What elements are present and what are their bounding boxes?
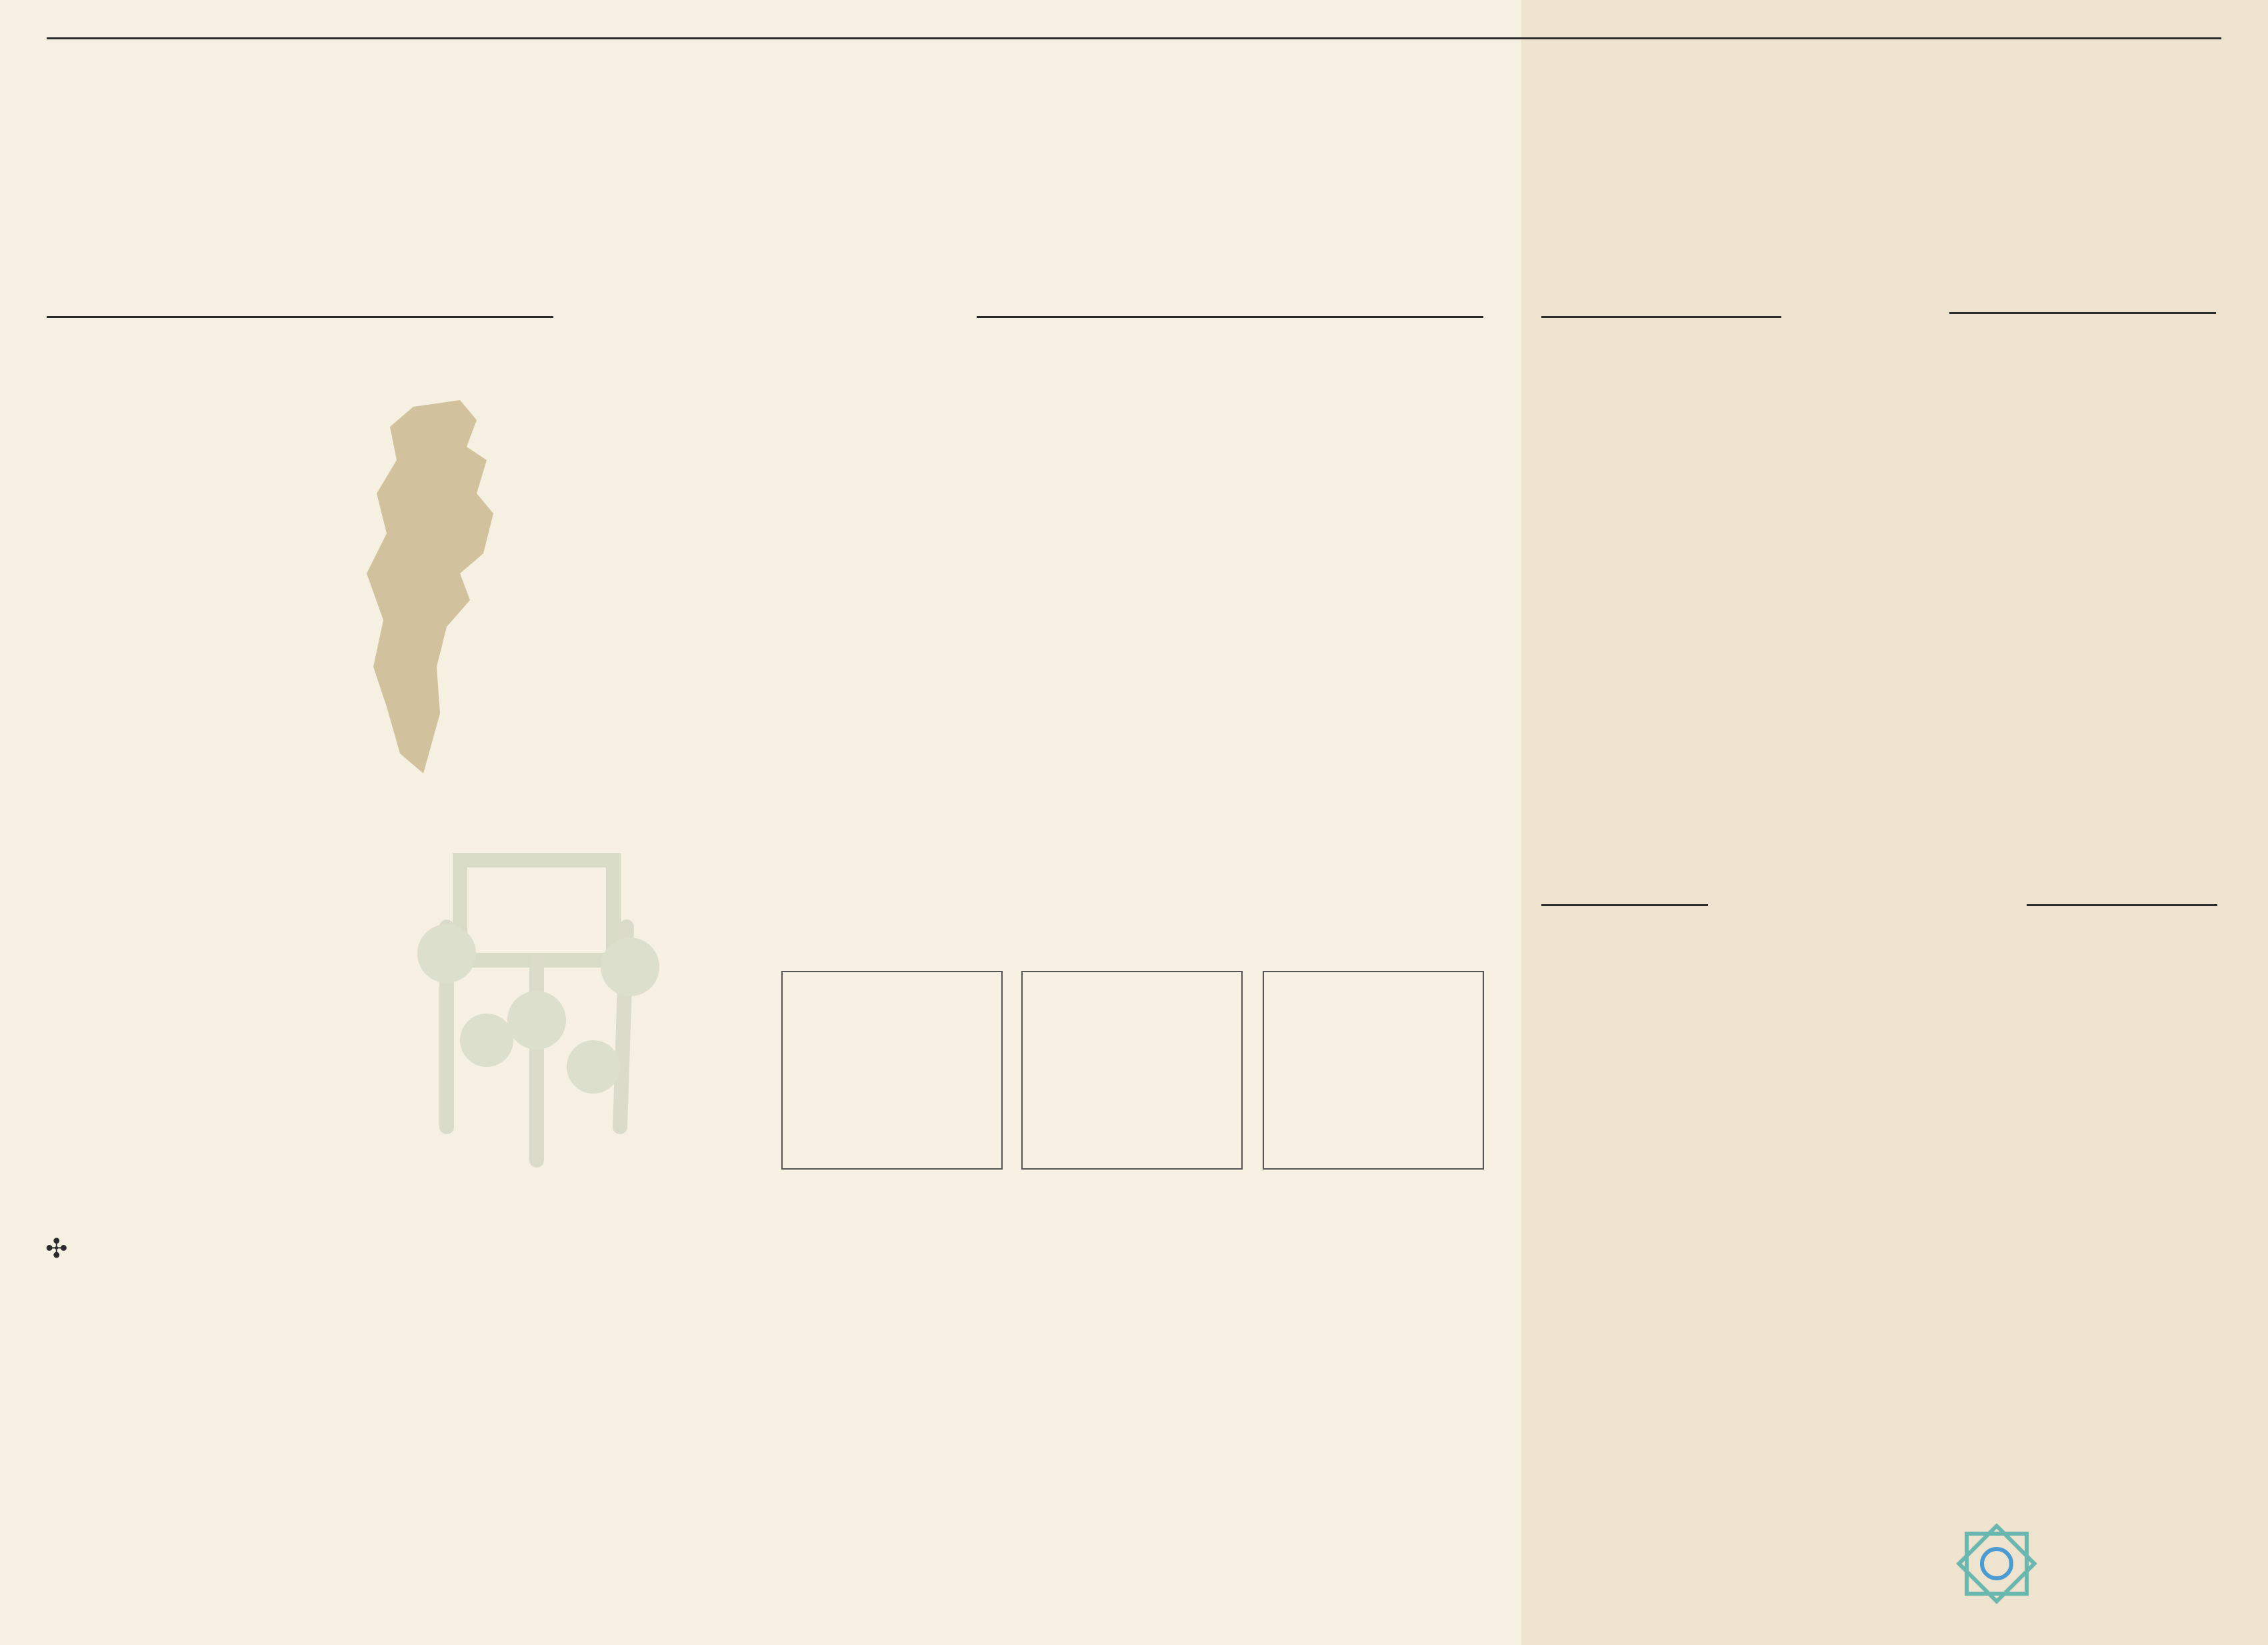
policy-description-box xyxy=(1263,971,1484,1170)
rule xyxy=(977,316,1483,318)
rule xyxy=(1541,316,1781,318)
rights-description-box xyxy=(1021,971,1243,1170)
network-icon: ✣ xyxy=(45,1234,68,1264)
protest-illustration xyxy=(400,847,693,1180)
reform-description-box xyxy=(781,971,1003,1170)
rule xyxy=(1541,904,1708,906)
joint-note xyxy=(1987,793,2220,809)
rule xyxy=(2027,904,2217,906)
actors-pie-chart xyxy=(1693,493,2027,840)
top-rule xyxy=(47,37,2221,39)
csa-logo-mark xyxy=(1947,1514,2047,1614)
rule xyxy=(47,316,553,318)
rule xyxy=(1949,312,2216,314)
tunisia-map-silhouette xyxy=(360,400,500,780)
